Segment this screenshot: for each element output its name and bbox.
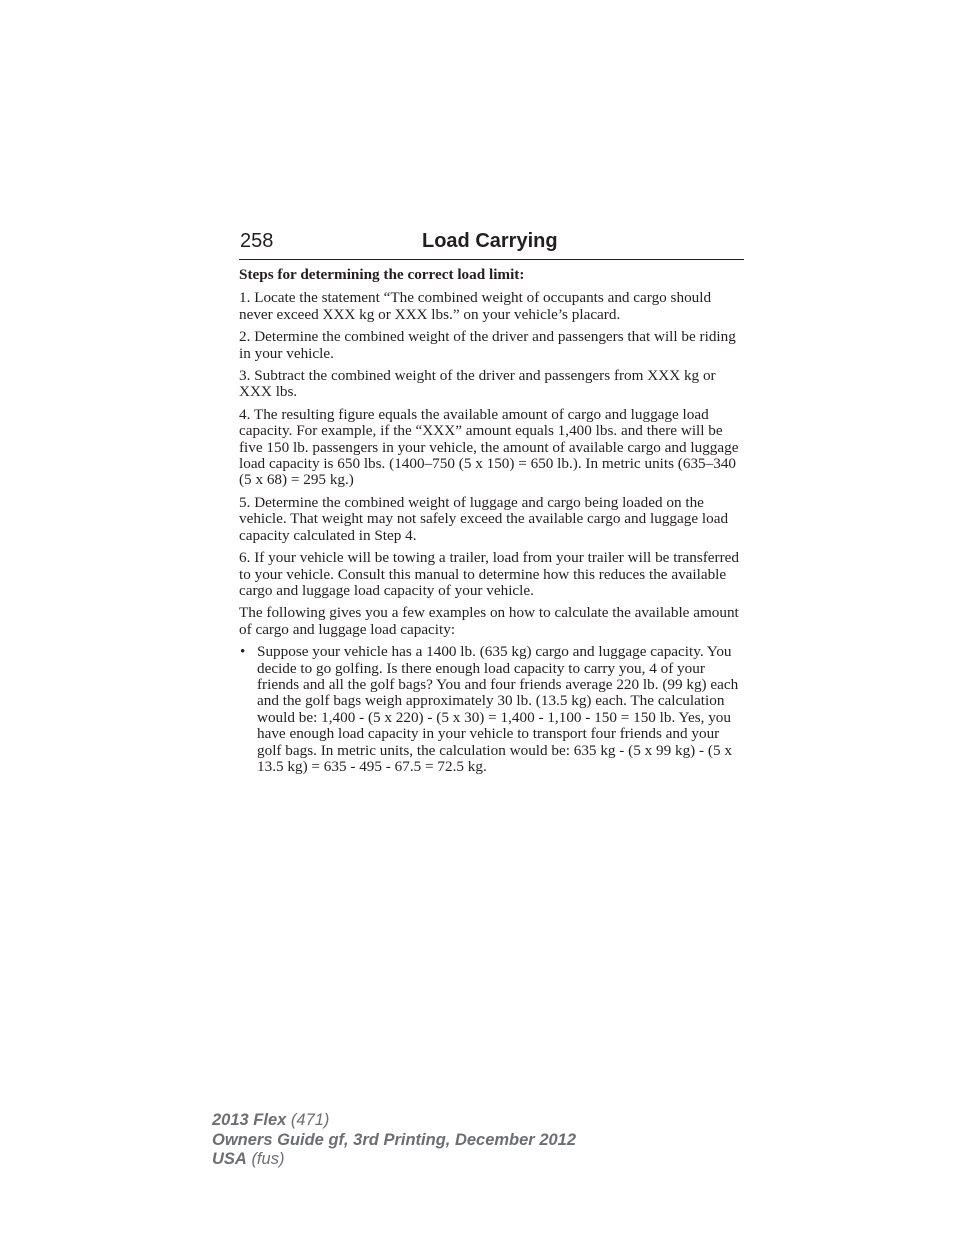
examples-intro: The following gives you a few examples on how to calculate the available amount of cargo and luggage load capacity: [239, 604, 739, 638]
step-5: 5. Determine the combined weight of luggage and cargo being loaded on the vehicle. That weight may not safely exceed the available cargo and luggage load capacity calculated in Step 4. [239, 493, 729, 544]
section-title: Load Carrying [422, 230, 558, 252]
footer-guide: Owners Guide gf, 3rd Printing, December 2012 [212, 1130, 577, 1149]
page-footer [212, 1111, 576, 1170]
step-4: 4. The resulting figure equals the available amount of cargo and luggage load capacity. For example, if the “XXX” amount equals 1,400 lbs. and there will be five 150 lb. passengers in your vehicle, the amount of available cargo and luggage load capacity is 650 lbs. (1400–750 (5 x 150) = 650 lb.). In metric units (635–340 (5 x 68) = 295 kg.) [239, 405, 739, 489]
steps-heading: Steps for determining the correct load limit: [239, 266, 525, 283]
step-6: 6. If your vehicle will be towing a trailer, load from your trailer will be transferred to your vehicle. Consult this manual to determine how this reduces the available cargo and luggage load capacity of your vehicle. [239, 549, 739, 599]
page-body [239, 267, 744, 775]
footer-model: 2013 Flex [212, 1111, 287, 1129]
example-text: Suppose your vehicle has a 1400 lb. (635 kg) cargo and luggage capacity. You decide to go golfing. Is there enough load capacity to carry you, 4 of your friends and all the golf bags? You and four friends average 220 lb. (99 kg) each and the golf bags weigh approximately 30 lb. (13.5 kg) each. The calculation would be: 1,400 - (5 x 220) - (5 x 30) = 1,400 - 1,100 - 150 = 150 lb. Yes, you have enough load capacity in your vehicle to transport four friends and your golf bags. In metric units, the calculation would be: 635 kg - (5 x 99 kg) - (5 x 13.5 kg) = 635 - 495 - 67.5 = 72.5 kg. [257, 643, 739, 775]
footer-line-market [212, 1150, 576, 1170]
page-header [239, 226, 744, 260]
step-1: 1. Locate the statement “The combined weight of occupants and cargo should never exceed XXX kg or XXX lbs.” on your vehicle’s placard. [239, 289, 712, 323]
examples-list [239, 644, 744, 775]
list-item [239, 644, 744, 775]
step-2: 2. Determine the combined weight of the driver and passengers that will be riding in your vehicle. [239, 328, 736, 362]
footer-line-model [212, 1111, 576, 1131]
bullet-icon: • [240, 643, 246, 661]
footer-model-code: (471) [290, 1111, 330, 1129]
footer-line-guide [212, 1131, 576, 1151]
page-number: 258 [240, 230, 274, 252]
step-3: 3. Subtract the combined weight of the driver and passengers from XXX kg or XXX lbs. [239, 367, 716, 401]
footer-market: USA [212, 1150, 247, 1168]
footer-market-code: (fus) [251, 1150, 285, 1168]
